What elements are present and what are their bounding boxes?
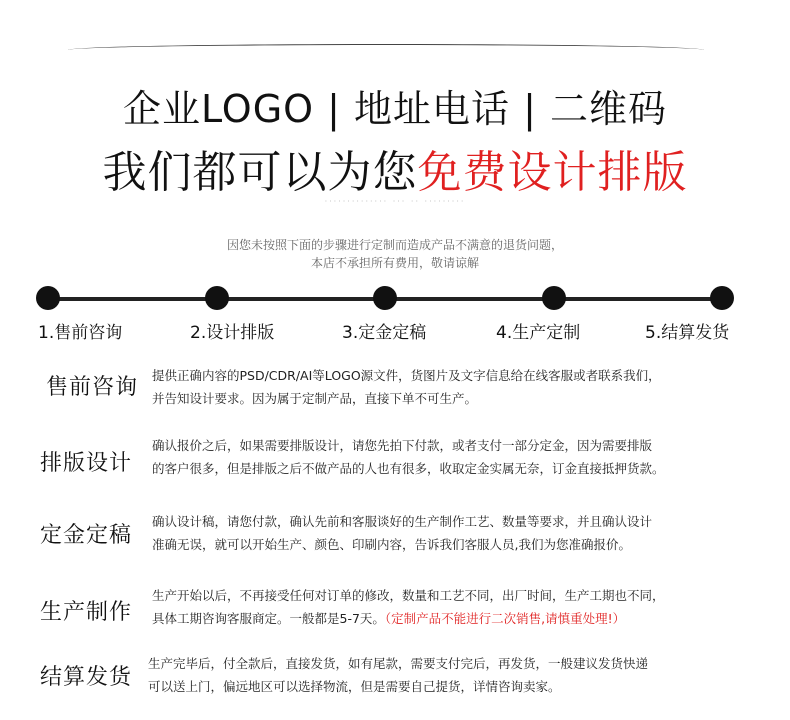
section-text-production xyxy=(152,584,665,630)
section-text-deposit-finalize xyxy=(152,510,652,556)
section-text-line: 的客户很多，但是排版之后不做产品的人也有很多，收取定金实属无奈，订金直接抵押货款。 xyxy=(152,461,665,476)
section-text-layout-design xyxy=(152,434,665,480)
step-label-4: 4.生产定制 xyxy=(496,323,581,343)
step-label-2: 2.设计排版 xyxy=(190,323,275,343)
section-title-production: 生产制作 xyxy=(40,600,133,625)
faint-decorative-text: ·············· ··· ·· ········· xyxy=(324,197,466,206)
section-title-layout-design: 排版设计 xyxy=(40,451,133,476)
headline-free-design-red: 免费设计排版 xyxy=(417,147,688,198)
section-text-line: 并告知设计要求。因为属于定制产品，直接下单不可生产。 xyxy=(152,391,478,406)
notice-line-2: 本店不承担所有费用，敬请谅解 xyxy=(310,256,479,270)
top-divider xyxy=(68,44,704,53)
timeline-dot-2 xyxy=(205,286,229,310)
headline-contact-items: 企业LOGO | 地址电话 | 二维码 xyxy=(122,87,667,131)
timeline-dot-4 xyxy=(542,286,566,310)
section-text-line: 可以送上门，偏远地区可以选择物流，但是需要自己提货，详情咨询卖家。 xyxy=(148,679,561,694)
section-text-line: 生产完毕后，付全款后，直接发货，如有尾款，需要支付完后，再发货，一般建议发货快递 xyxy=(148,656,649,671)
section-text-warning: （定制产品不能进行二次销售,请慎重处理!） xyxy=(384,611,626,626)
section-text-line: 确认设计稿，请您付款，确认先前和客服谈好的生产制作工艺、数量等要求，并且确认设计 xyxy=(152,514,653,529)
headline-free-design-black: 我们都可以为您 xyxy=(102,147,418,198)
section-text-line: 确认报价之后，如果需要排版设计，请您先拍下付款，或者支付一部分定金，因为需要排版 xyxy=(152,438,653,453)
section-title-deposit-finalize: 定金定稿 xyxy=(40,523,133,548)
section-text-line: 准确无误，就可以开始生产、颜色、印刷内容，告诉我们客服人员,我们为您准确报价。 xyxy=(152,537,631,552)
timeline-dot-5 xyxy=(710,286,734,310)
step-label-3: 3.定金定稿 xyxy=(342,323,427,343)
section-text-line: 提供正确内容的PSD/CDR/AI等LOGO源文件，货图片及文字信息给在线客服或者联系我们， xyxy=(152,368,661,383)
timeline-dot-3 xyxy=(373,286,397,310)
section-title-settlement-shipping: 结算发货 xyxy=(40,665,133,690)
headline-free-design xyxy=(0,136,790,200)
step-label-1: 1.售前咨询 xyxy=(38,323,123,343)
section-text-line: 生产开始以后，不再接受任何对订单的修改，数量和工艺不同，出厂时间，生产工期也不同， xyxy=(152,588,665,603)
timeline-dot-1 xyxy=(36,286,60,310)
section-text-settlement-shipping xyxy=(148,652,648,698)
section-text-normal: 具体工期咨询客服商定。一般都是5-7天。 xyxy=(152,611,385,626)
step-label-5: 5.结算发货 xyxy=(645,323,730,343)
section-title-presales: 售前咨询 xyxy=(46,375,139,400)
section-text-presales xyxy=(152,364,661,410)
notice-line-1: 因您未按照下面的步骤进行定制而造成产品不满意的退货问题， xyxy=(226,238,563,252)
section-text-line xyxy=(152,607,665,630)
